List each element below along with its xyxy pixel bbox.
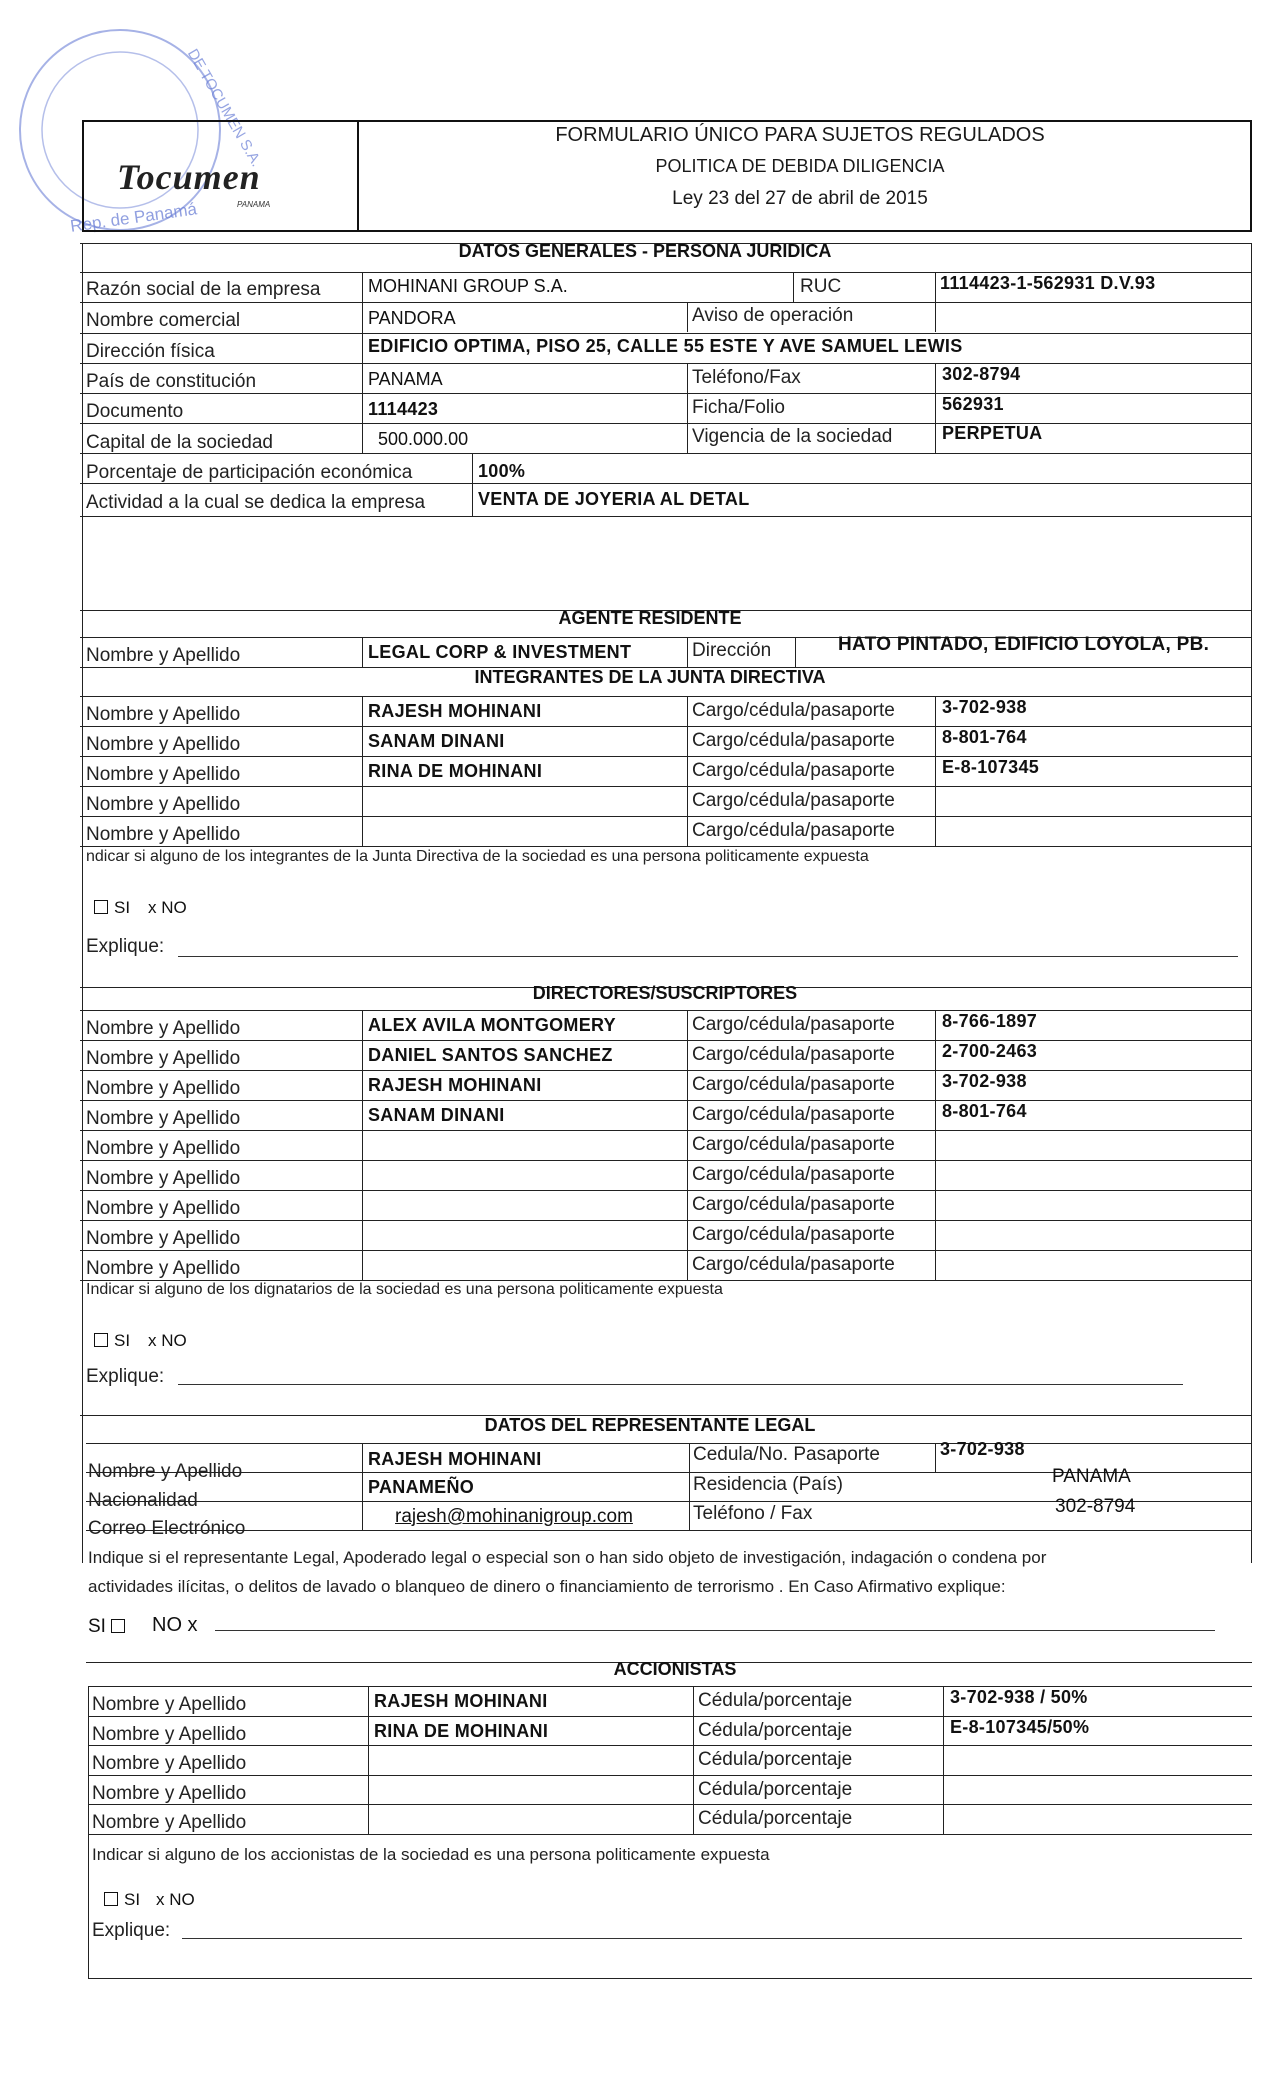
agente-nombre-value: LEGAL CORP & INVESTMENT [368, 642, 632, 662]
row-label: Nombre y Apellido [86, 1048, 241, 1069]
junta-si-label: SI [114, 898, 131, 917]
rep-correo-value[interactable]: rajesh@mohinanigroup.com [395, 1506, 633, 1527]
rep-checkbox-si[interactable] [88, 1616, 131, 1638]
column-divider [935, 1010, 936, 1280]
row-divider [80, 726, 1252, 727]
directores-explique-label: Explique: [86, 1366, 165, 1387]
vigencia-value: PERPETUA [942, 423, 1043, 443]
rep-correo-label: Correo Electrónico [88, 1518, 246, 1539]
row-cargo-label: Cargo/cédula/pasaporte [692, 1044, 895, 1065]
accionistas-si-label: SI [124, 1890, 141, 1909]
capital-label: Capital de la sociedad [86, 432, 273, 453]
row-label: Nombre y Apellido [86, 704, 241, 725]
row-id-value: 8-766-1897 [942, 1011, 1038, 1031]
accionistas-no-mark: x NO [156, 1890, 195, 1909]
rep-nacionalidad-value: PANAMEÑO [368, 1477, 475, 1497]
junta-explique-label: Explique: [86, 936, 165, 957]
column-divider [362, 696, 363, 846]
ruc-value: 1114423-1-562931 D.V.93 [940, 273, 1156, 293]
row-cargo-label: Cargo/cédula/pasaporte [692, 760, 895, 781]
row-id-value: 8-801-764 [942, 1101, 1027, 1121]
razon-social-label: Razón social de la empresa [86, 279, 321, 300]
row-label: Nombre y Apellido [92, 1782, 247, 1804]
row-label: Nombre y Apellido [86, 824, 241, 845]
junta-explique-field[interactable] [178, 956, 1238, 957]
row-divider [88, 1745, 1252, 1746]
row-label: Nombre y Apellido [86, 764, 241, 785]
row-label: Nombre y Apellido [86, 1138, 241, 1159]
checkbox-si-icon [111, 1619, 125, 1633]
row-divider [80, 1100, 1252, 1101]
accionistas-checkbox-si[interactable] [104, 1890, 140, 1910]
documento-label: Documento [86, 401, 184, 422]
row-name-value: RINA DE MOHINANI [374, 1720, 549, 1741]
stamp-text-2: DE TOCUMEN S.A. [183, 46, 265, 170]
porcentaje-value: 100% [478, 461, 526, 481]
rep-cedula-label: Cedula/No. Pasaporte [693, 1444, 880, 1465]
agente-direccion-value: HATO PINTADO, EDIFICIO LOYOLA, PB. [838, 634, 1210, 655]
stamp-text: Rep. de Panamá [69, 199, 199, 236]
row-id-value: 2-700-2463 [942, 1041, 1038, 1061]
logo-subtext: PANAMA [237, 200, 271, 209]
directores-explique-field[interactable] [178, 1384, 1183, 1385]
row-cargo-label: Cargo/cédula/pasaporte [692, 1074, 895, 1095]
row-id-value: 3-702-938 / 50% [950, 1687, 1088, 1707]
row-cargo-label: Cargo/cédula/pasaporte [692, 1014, 895, 1035]
agente-nombre-label: Nombre y Apellido [86, 645, 241, 666]
row-divider [80, 756, 1252, 757]
row-divider [80, 816, 1252, 817]
row-divider [80, 1130, 1252, 1131]
actividad-value: VENTA DE JOYERIA AL DETAL [478, 489, 750, 509]
section-representante: DATOS DEL REPRESENTANTE LEGAL [484, 1415, 816, 1435]
razon-social-value: MOHINANI GROUP S.A. [368, 276, 568, 296]
section-directores: DIRECTORES/SUSCRIPTORES [532, 983, 798, 1003]
row-label: Nombre y Apellido [86, 1198, 241, 1219]
row-id-value: 3-702-938 [942, 1071, 1027, 1091]
pais-value: PANAMA [368, 369, 443, 389]
row-name-value: RINA DE MOHINANI [368, 761, 543, 781]
row-label: Nombre y Apellido [86, 1258, 241, 1279]
row-name-value: RAJESH MOHINANI [368, 1075, 542, 1095]
row-divider [80, 846, 1252, 847]
junta-question: ndicar si alguno de los integrantes de la Junta Directiva de la sociedad es una persona politicamente expuesta [86, 848, 869, 865]
junta-no-mark: x NO [148, 898, 187, 917]
row-divider [80, 1040, 1252, 1041]
row-label: Nombre y Apellido [86, 734, 241, 755]
rep-explique-field[interactable] [215, 1630, 1215, 1631]
row-label: Nombre y Apellido [86, 794, 241, 815]
column-divider [943, 1686, 944, 1834]
column-divider [687, 1010, 688, 1280]
row-name-value: RAJESH MOHINANI [374, 1691, 548, 1711]
rep-nacionalidad-label: Nacionalidad [88, 1490, 198, 1511]
column-divider [687, 696, 688, 846]
rep-no-mark: NO x [152, 1614, 198, 1636]
row-label: Nombre y Apellido [86, 1228, 241, 1249]
row-name-value: ALEX AVILA MONTGOMERY [368, 1015, 616, 1035]
ficha-folio-label: Ficha/Folio [692, 397, 785, 418]
capital-value: 500.000.00 [378, 429, 469, 449]
accionistas-explique-field[interactable] [182, 1938, 1242, 1939]
form-subtitle: POLITICA DE DEBIDA DILIGENCIA [655, 156, 945, 176]
row-label: Nombre y Apellido [92, 1753, 247, 1774]
row-cargo-label: Cargo/cédula/pasaporte [692, 820, 895, 841]
section-accionistas: ACCIONISTAS [613, 1659, 737, 1679]
row-divider [80, 1220, 1252, 1221]
section-junta-directiva: INTEGRANTES DE LA JUNTA DIRECTIVA [474, 667, 826, 687]
tocumen-logo: Tocumen [117, 157, 261, 197]
row-label: Nombre y Apellido [86, 1168, 241, 1189]
aviso-operacion-label: Aviso de operación [692, 305, 854, 326]
row-cargo-label: Cédula/porcentaje [698, 1749, 853, 1770]
ficha-folio-value: 562931 [942, 394, 1004, 414]
row-label: Nombre y Apellido [86, 1078, 241, 1099]
vigencia-label: Vigencia de la sociedad [692, 426, 893, 447]
section-datos-generales: DATOS GENERALES - PERSONA JURIDICA [458, 241, 832, 261]
row-label: Nombre y Apellido [86, 1108, 241, 1129]
row-name-value: SANAM DINANI [368, 731, 505, 751]
rep-question-2: actividades ilícitas, o delitos de lavado o blanqueo de dinero o financiamiento de terrorismo . En Caso Afirmativo explique: [88, 1577, 1006, 1596]
row-id-value: 8-801-764 [942, 727, 1027, 747]
row-divider [80, 1190, 1252, 1191]
form-law: Ley 23 del 27 de abril de 2015 [672, 188, 928, 209]
row-name-value: RAJESH MOHINANI [368, 701, 542, 721]
row-divider [80, 1250, 1252, 1251]
row-divider [88, 1804, 1252, 1805]
column-divider [362, 1010, 363, 1280]
row-label: Nombre y Apellido [92, 1812, 247, 1833]
row-id-value: 3-702-938 [942, 697, 1027, 717]
directores-checkbox-si[interactable] [94, 1331, 130, 1351]
pais-label: País de constitución [86, 371, 257, 392]
ruc-label: RUC [800, 276, 842, 297]
directores-question: Indicar si alguno de los dignatarios de la sociedad es una persona politicamente expuesta [86, 1281, 723, 1298]
row-divider [80, 1070, 1252, 1071]
documento-value: 1114423 [368, 399, 439, 419]
column-divider [693, 1686, 694, 1834]
direccion-fisica-label: Dirección física [86, 341, 215, 362]
row-name-value: SANAM DINANI [368, 1105, 505, 1125]
row-cargo-label: Cargo/cédula/pasaporte [692, 1164, 895, 1185]
rep-cedula-value: 3-702-938 [940, 1439, 1025, 1459]
junta-checkbox-si[interactable] [94, 898, 130, 918]
rep-question-1: Indique si el representante Legal, Apoderado legal o especial son o han sido objeto de investigación, indagación o condena por [88, 1548, 1047, 1567]
accionistas-question: Indicar si alguno de los accionistas de la sociedad es una persona politicamente expuesta [92, 1845, 770, 1864]
row-divider [80, 786, 1252, 787]
row-cargo-label: Cargo/cédula/pasaporte [692, 1224, 895, 1245]
row-name-value: DANIEL SANTOS SANCHEZ [368, 1045, 613, 1065]
form-title: FORMULARIO ÚNICO PARA SUJETOS REGULADOS [555, 124, 1045, 146]
row-label: Nombre y Apellido [86, 1018, 241, 1039]
telefono-label: Teléfono/Fax [692, 367, 801, 388]
actividad-label: Actividad a la cual se dedica la empresa [86, 492, 426, 513]
row-cargo-label: Cargo/cédula/pasaporte [692, 790, 895, 811]
row-cargo-label: Cédula/porcentaje [698, 1719, 853, 1741]
row-cargo-label: Cargo/cédula/pasaporte [692, 730, 895, 751]
rep-residencia-label: Residencia (País) [693, 1474, 843, 1495]
row-cargo-label: Cédula/porcentaje [698, 1808, 853, 1829]
direccion-fisica-value: EDIFICIO OPTIMA, PISO 25, CALLE 55 ESTE Y AVE SAMUEL LEWIS [368, 336, 963, 356]
row-label: Nombre y Apellido [92, 1694, 247, 1715]
row-cargo-label: Cédula/porcentaje [698, 1690, 853, 1711]
rep-telefono-label: Teléfono / Fax [693, 1503, 813, 1524]
agente-direccion-label: Dirección [692, 640, 772, 661]
row-divider [88, 1834, 1252, 1835]
rep-nombre-value: RAJESH MOHINANI [368, 1449, 542, 1469]
row-id-value: E-8-107345/50% [950, 1716, 1090, 1737]
nombre-comercial-value: PANDORA [368, 308, 456, 328]
row-id-value: E-8-107345 [942, 757, 1040, 777]
row-cargo-label: Cargo/cédula/pasaporte [692, 1134, 895, 1155]
directores-no-mark: x NO [148, 1331, 187, 1350]
row-cargo-label: Cargo/cédula/pasaporte [692, 1104, 895, 1125]
rep-nombre-label: Nombre y Apellido [88, 1461, 243, 1482]
row-cargo-label: Cédula/porcentaje [698, 1778, 853, 1800]
checkbox-si-icon [94, 1333, 108, 1347]
checkbox-si-icon [94, 900, 108, 914]
column-divider [368, 1686, 369, 1834]
row-divider [88, 1775, 1252, 1776]
accionistas-explique-label: Explique: [92, 1920, 171, 1941]
logo-cell [82, 120, 359, 232]
section-agente-residente: AGENTE RESIDENTE [558, 608, 742, 628]
row-divider [80, 1160, 1252, 1161]
rep-si-label: SI [88, 1616, 106, 1637]
directores-si-label: SI [114, 1331, 131, 1350]
nombre-comercial-label: Nombre comercial [86, 310, 241, 331]
checkbox-si-icon [104, 1892, 118, 1906]
row-cargo-label: Cargo/cédula/pasaporte [692, 1194, 895, 1215]
column-divider [935, 696, 936, 846]
porcentaje-label: Porcentaje de participación económica [86, 462, 413, 483]
row-cargo-label: Cargo/cédula/pasaporte [692, 700, 895, 721]
row-label: Nombre y Apellido [92, 1723, 247, 1745]
row-cargo-label: Cargo/cédula/pasaporte [692, 1254, 895, 1275]
telefono-value: 302-8794 [942, 364, 1021, 384]
rep-residencia-value: PANAMA [1052, 1466, 1131, 1487]
rep-telefono-value: 302-8794 [1055, 1496, 1136, 1517]
